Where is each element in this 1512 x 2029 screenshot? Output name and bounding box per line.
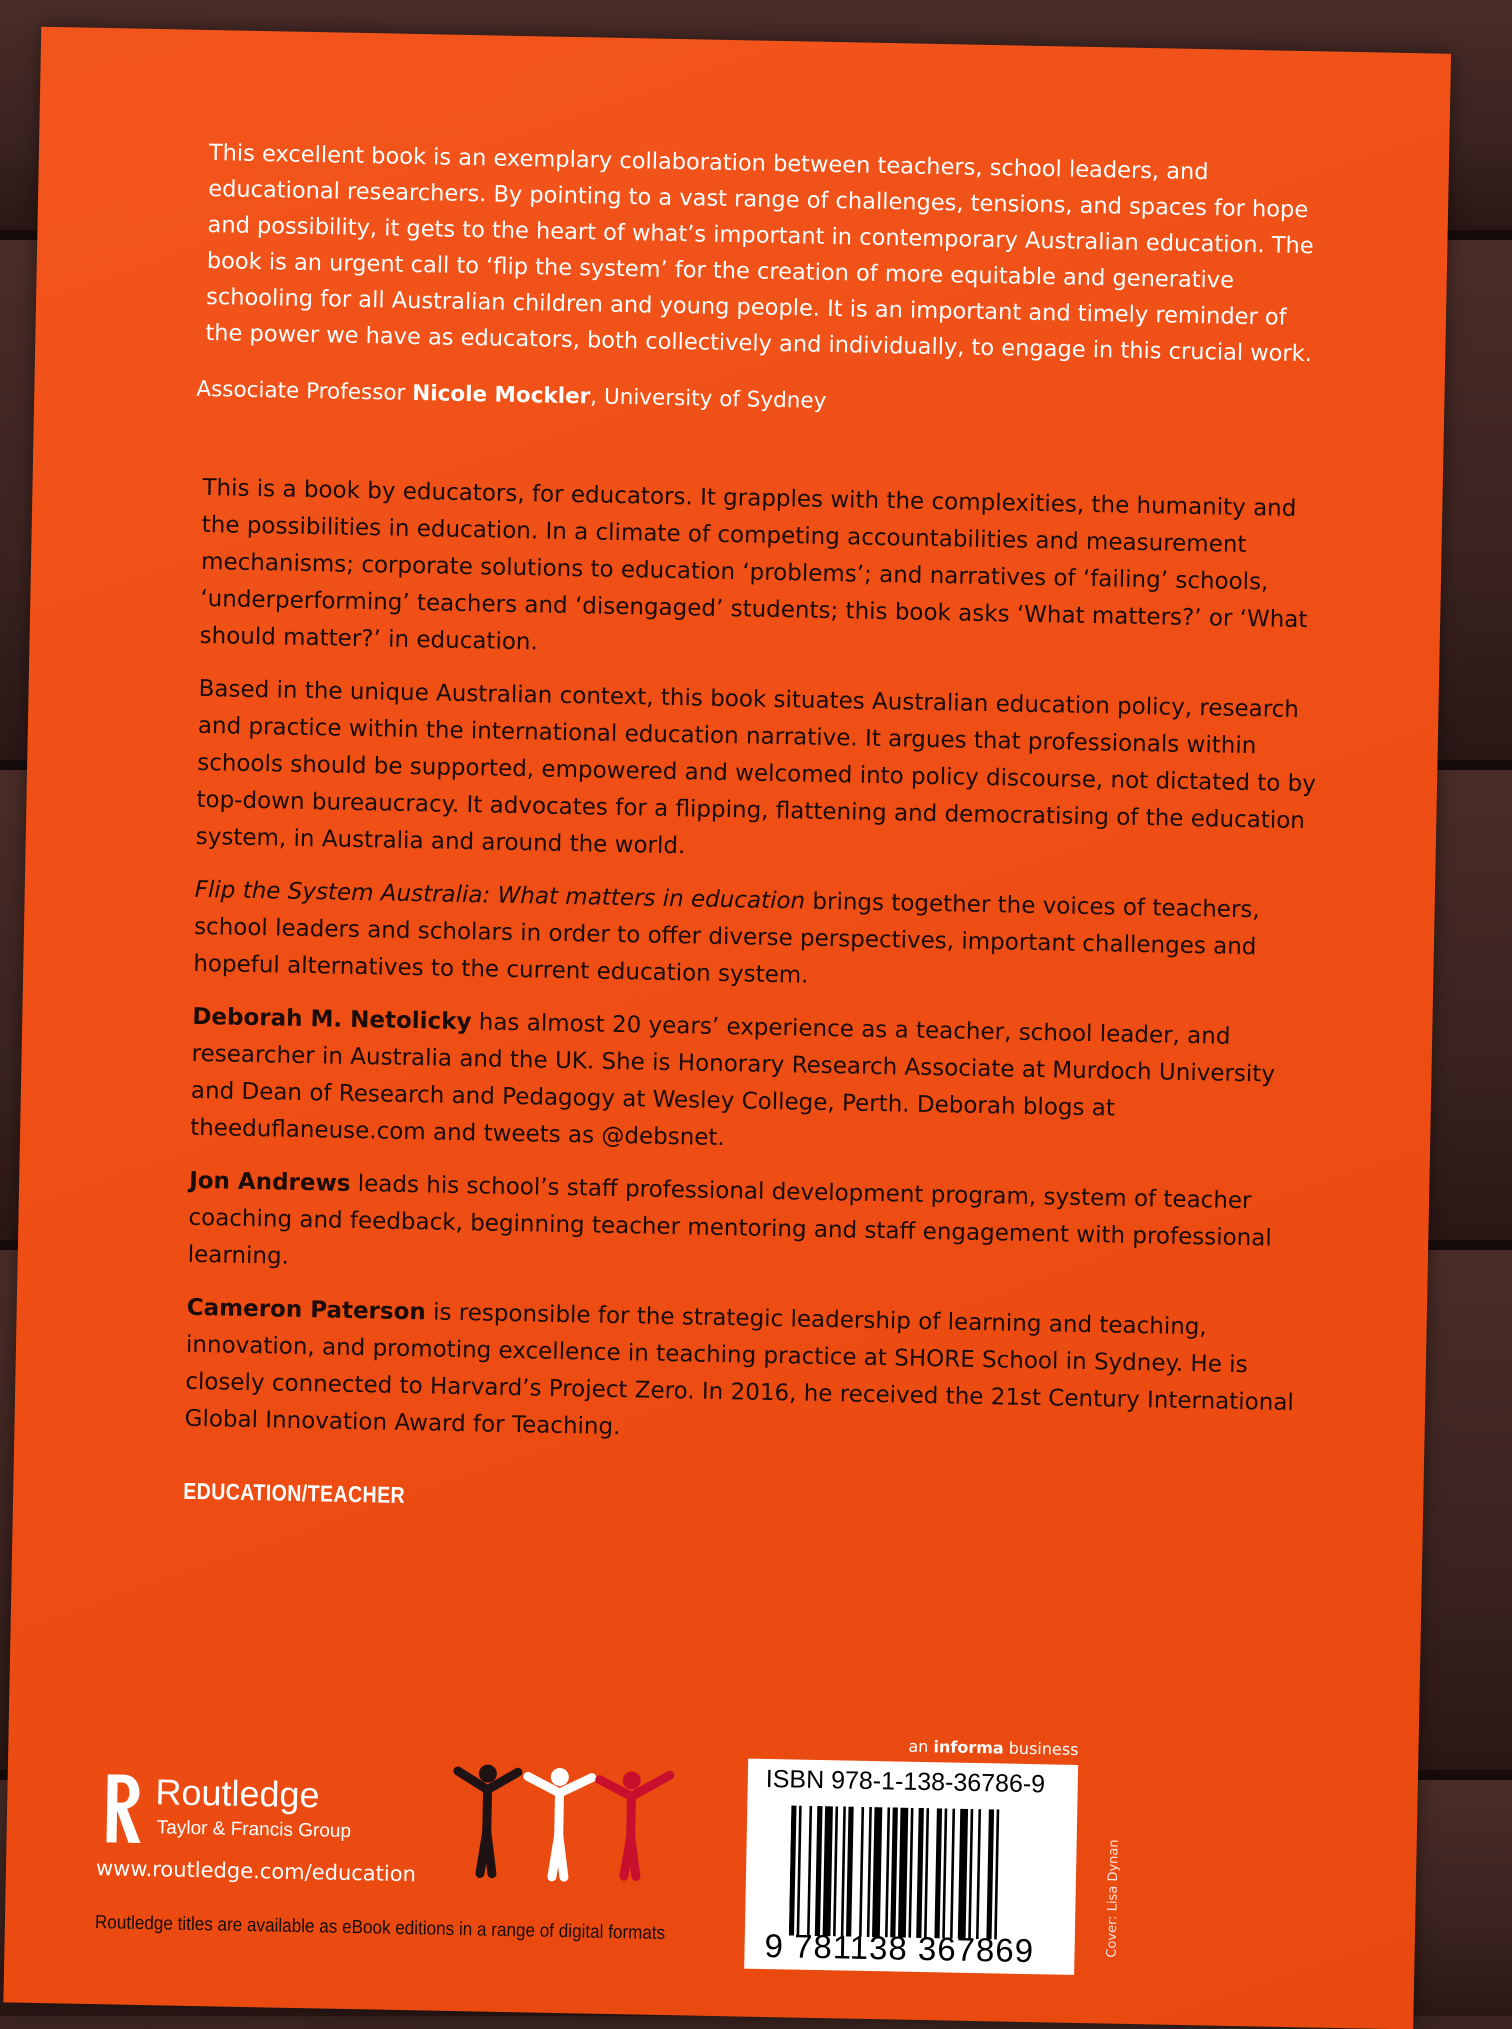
barcode-bar: [833, 1806, 838, 1936]
barcode-bar: [908, 1808, 913, 1938]
routledge-r-icon: [96, 1768, 143, 1847]
barcode-bar: [942, 1808, 947, 1938]
publisher-name: Routledge: [155, 1771, 320, 1816]
barcode-bar: [872, 1807, 882, 1937]
barcode-bar: [950, 1809, 955, 1939]
people-figures-icon: [446, 1761, 688, 1886]
barcode-bars: [789, 1805, 1061, 1940]
barcode-bar: [789, 1805, 797, 1935]
barcode-bar: [986, 1809, 994, 1939]
ebook-note: Routledge titles are available as eBook editions in a range of digital formats: [94, 1912, 666, 1945]
isbn-barcode: [744, 1759, 1078, 1975]
book-title: Flip the System Australia: What matters in education: [194, 876, 806, 915]
barcode-bar: [815, 1806, 823, 1936]
bio-name: Cameron Paterson: [186, 1294, 427, 1326]
description-paragraph-3: [193, 872, 1315, 1004]
informa-prefix: an: [908, 1736, 934, 1757]
barcode-bar: [797, 1806, 802, 1936]
barcode-bar: [823, 1806, 833, 1936]
barcode-bar: [976, 1809, 981, 1939]
publisher-group: Taylor & Francis Group: [156, 1817, 352, 1843]
bio-text: leads his school’s staff professional development program, system of teacher coaching and feedback, beginning teacher mentoring and staff engagement with professional learning.: [187, 1170, 1272, 1270]
cover-footer: [94, 1728, 1338, 1992]
attribution-suffix: , University of Sydney: [590, 384, 827, 414]
description-paragraph-3-rest: brings together the voices of teachers, school leaders and scholars in order to offer diverse perspectives, important challenges and hopeful alternatives to the current education system.: [193, 888, 1260, 989]
figure-white: [526, 1776, 592, 1877]
barcode-bar: [958, 1809, 968, 1939]
bio-text: is responsible for the strategic leadership of learning and teaching, innovation, and promoting excellence in teaching practice at SHORE School in Sydney. He is closely connected to Harvard’s Project Zero. In 2016, he received the 21st Century International Global Innovation Award for Teaching.: [184, 1299, 1295, 1441]
endorsement-quote: This excellent book is an exemplary collaboration between teachers, school leaders, and educational researchers. By pointing to a vast range of challenges, tensions, and spaces for hope and possibility, it gets to the heart of what’s important in contemporary Australian education. The book is an urgent call to ‘flip the system’ for the creation of more equitable and generative schooling for all Australian children and young people. It is an important and timely reminder of the power we have as educators, both collectively and individually, to engage in this crucial work.: [205, 139, 1314, 368]
bio-paterson: [184, 1290, 1307, 1459]
barcode-bar: [867, 1807, 872, 1937]
bio-netolicky: [190, 999, 1313, 1168]
barcode-bar: [885, 1807, 890, 1937]
barcode-bar: [968, 1809, 973, 1939]
figure-dark: [456, 1771, 518, 1874]
barcode-bar: [841, 1806, 846, 1936]
barcode-bar: [916, 1808, 924, 1938]
figure-white-head: [551, 1768, 569, 1786]
bio-andrews: [187, 1163, 1309, 1295]
publisher-url[interactable]: www.routledge.com/education: [95, 1856, 417, 1887]
figure-red: [598, 1774, 670, 1877]
figure-red-head: [623, 1771, 641, 1789]
cover-text-area: [183, 135, 1329, 1526]
description-paragraph-2: Based in the unique Australian context, this book situates Australian education policy, research and practice within the international education narrative. It argues that professionals within schools should be supported, empowered and welcomed into policy discourse, not dictated to by top-down bureaucracy. It advocates for a flipping, flattening and democratising of the education system, in Australia and around the world.: [195, 675, 1317, 860]
bio-name: Deborah M. Netolicky: [192, 1003, 472, 1036]
description-paragraph-1: This is a book by educators, for educators. It grapples with the complexities, the humanity and the possibilities in education. In a climate of competing accountabilities and measurement mechanisms; corporate solutions to education ‘problems’; and narratives of ‘failing’ schools, ‘underperforming’ teachers and ‘disengaged’ students; this book asks ‘What matters?’ or ‘What should matter?’ in education.: [199, 474, 1308, 656]
barcode-bar: [994, 1809, 999, 1939]
barcode-bar: [807, 1806, 812, 1936]
barcode-bar: [934, 1808, 942, 1938]
barcode-bar: [859, 1807, 864, 1937]
barcode-bar: [898, 1808, 908, 1938]
attribution-prefix: Associate Professor: [196, 376, 413, 406]
endorsement-attribution: [196, 377, 1324, 424]
barcode-number: 9 781138 367869: [764, 1926, 1035, 1970]
informa-suffix: business: [1003, 1738, 1079, 1759]
cover-credit: Cover: Lisa Dynan: [1104, 1839, 1122, 1958]
informa-note: [908, 1737, 1078, 1759]
barcode-bar: [924, 1808, 929, 1938]
routledge-logo: [96, 1768, 437, 1855]
figure-dark-head: [479, 1764, 497, 1782]
attribution-name: Nicole Mockler: [411, 380, 591, 410]
isbn-label: ISBN 978-1-138-36786-9: [765, 1764, 1046, 1799]
informa-bold: informa: [933, 1737, 1004, 1758]
book-back-cover: [3, 27, 1451, 2029]
bio-name: Jon Andrews: [188, 1167, 351, 1197]
barcode-bar: [890, 1807, 898, 1937]
barcode-bar: [846, 1807, 854, 1937]
bio-text: has almost 20 years’ experience as a teacher, school leader, and researcher in Australia and the UK. She is Honorary Research Associate at Murdoch University and Dean of Research and Pedagogy at Wesley College, Perth. Deborah blogs at theeduflaneuse.com and tweets as @debsnet.: [189, 1009, 1276, 1152]
subject-category: EDUCATION/TEACHER: [182, 1477, 406, 1508]
